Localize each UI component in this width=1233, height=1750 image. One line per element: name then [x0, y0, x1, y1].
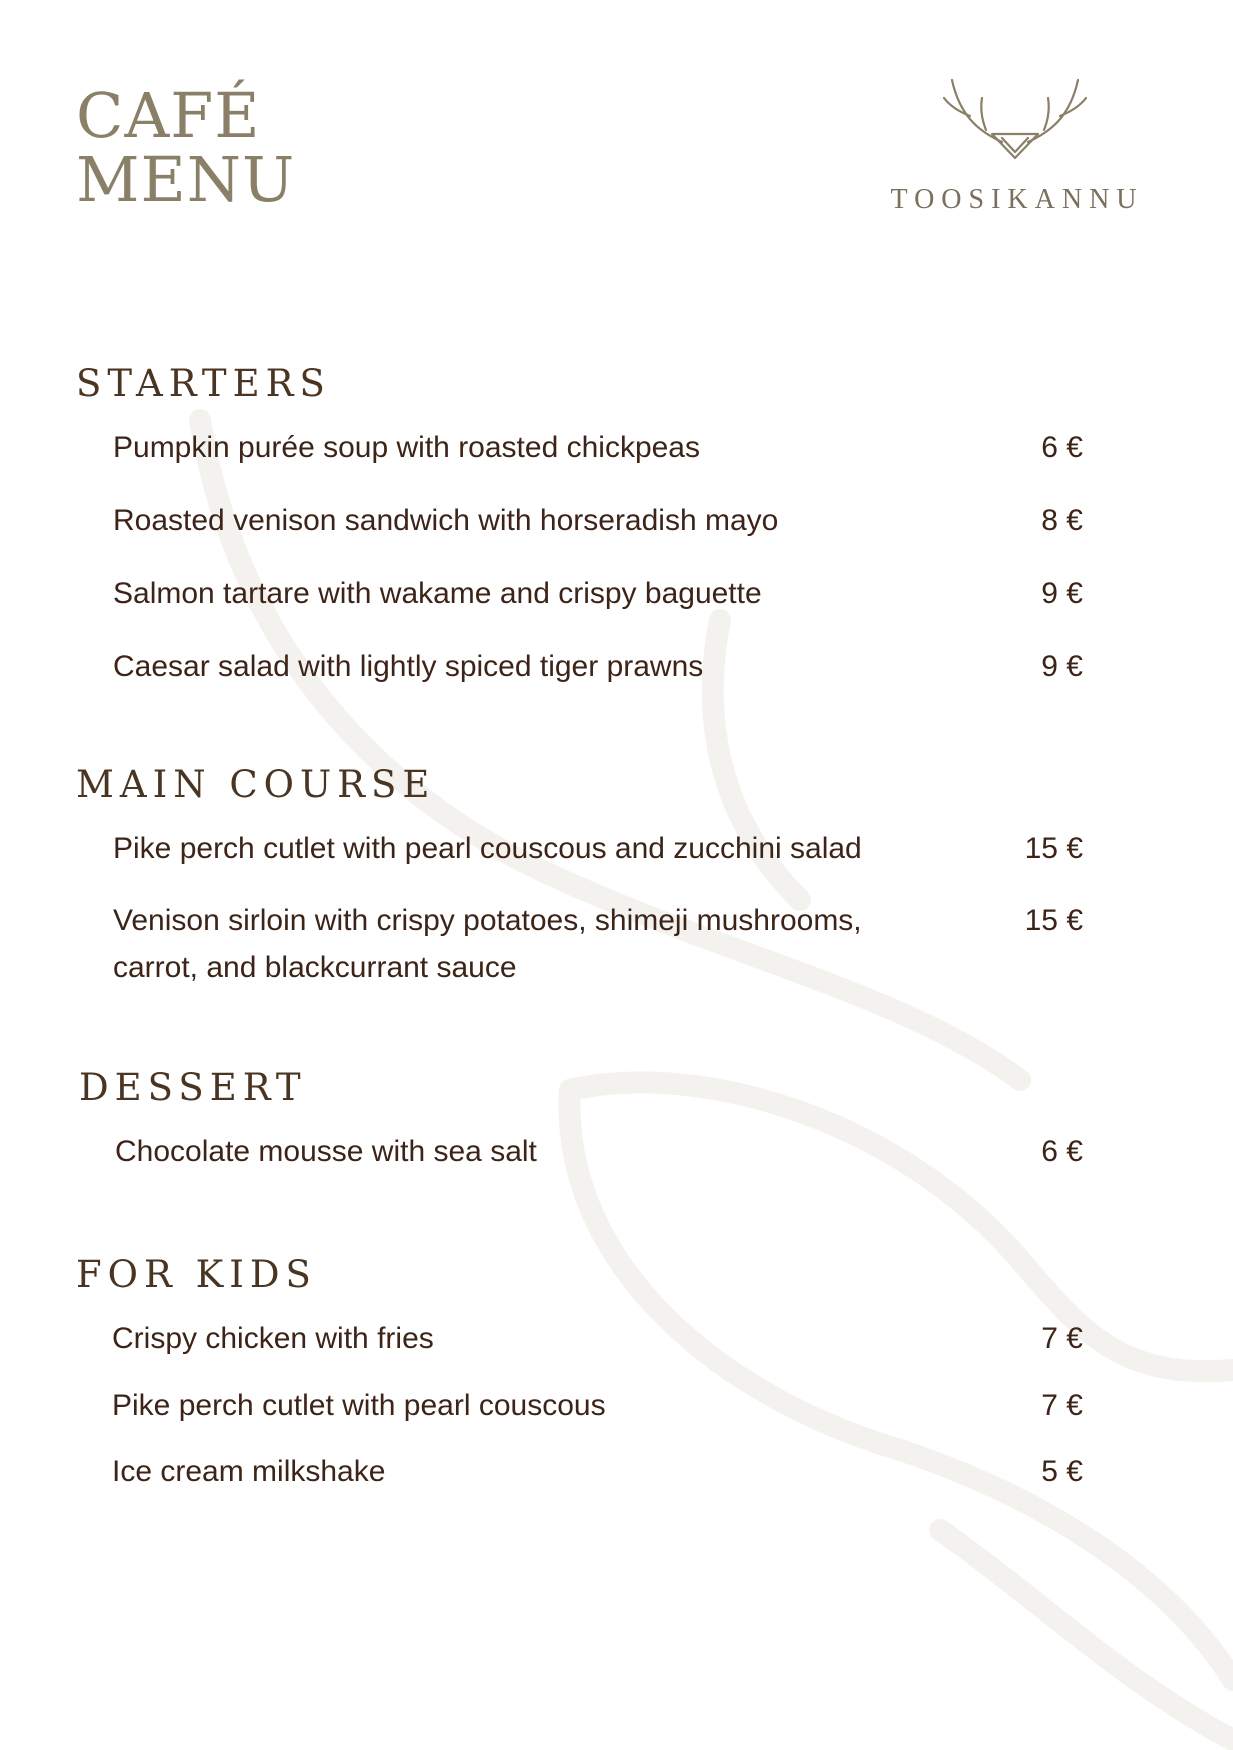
item-price: 8 €: [1041, 504, 1083, 537]
item-name: Venison sirloin with crispy potatoes, shimeji mushrooms, carrot, and blackcurrant sauce: [113, 904, 862, 984]
item-price: 15 €: [1024, 904, 1083, 937]
section-heading: DESSERT: [79, 1066, 307, 1109]
item-price: 7 €: [1041, 1389, 1083, 1422]
brand-logo: [872, 66, 1162, 226]
section-heading: FOR KIDS: [76, 1253, 317, 1296]
section-heading: STARTERS: [76, 362, 331, 405]
item-price: 6 €: [1041, 431, 1083, 464]
item-name: Caesar salad with lightly spiced tiger prawns: [113, 650, 704, 683]
item-price: 7 €: [1041, 1322, 1083, 1355]
deer-antlers-icon: [940, 72, 1090, 162]
title-line-2: MENU: [76, 143, 296, 216]
brand-name: TOOSIKANNU: [890, 184, 1144, 215]
item-price: 9 €: [1041, 577, 1083, 610]
item-name: Crispy chicken with fries: [112, 1322, 434, 1355]
item-price: 5 €: [1041, 1455, 1083, 1488]
item-price: 6 €: [1041, 1135, 1083, 1168]
item-name: Pike perch cutlet with pearl couscous: [112, 1389, 606, 1422]
item-name: Salmon tartare with wakame and crispy baguette: [113, 577, 762, 610]
title-line-1: CAFÉ: [76, 79, 261, 152]
page-title: [76, 79, 296, 216]
item-name: Pumpkin purée soup with roasted chickpeas: [113, 431, 700, 464]
item-name: Pike perch cutlet with pearl couscous and zucchini salad: [113, 832, 862, 865]
item-price: 9 €: [1041, 650, 1083, 683]
item-name: Roasted venison sandwich with horseradish mayo: [113, 504, 779, 537]
item-price: 15 €: [1024, 832, 1083, 865]
item-name: Chocolate mousse with sea salt: [115, 1135, 537, 1168]
item-name: Ice cream milkshake: [112, 1455, 386, 1488]
section-heading: MAIN COURSE: [76, 763, 436, 806]
